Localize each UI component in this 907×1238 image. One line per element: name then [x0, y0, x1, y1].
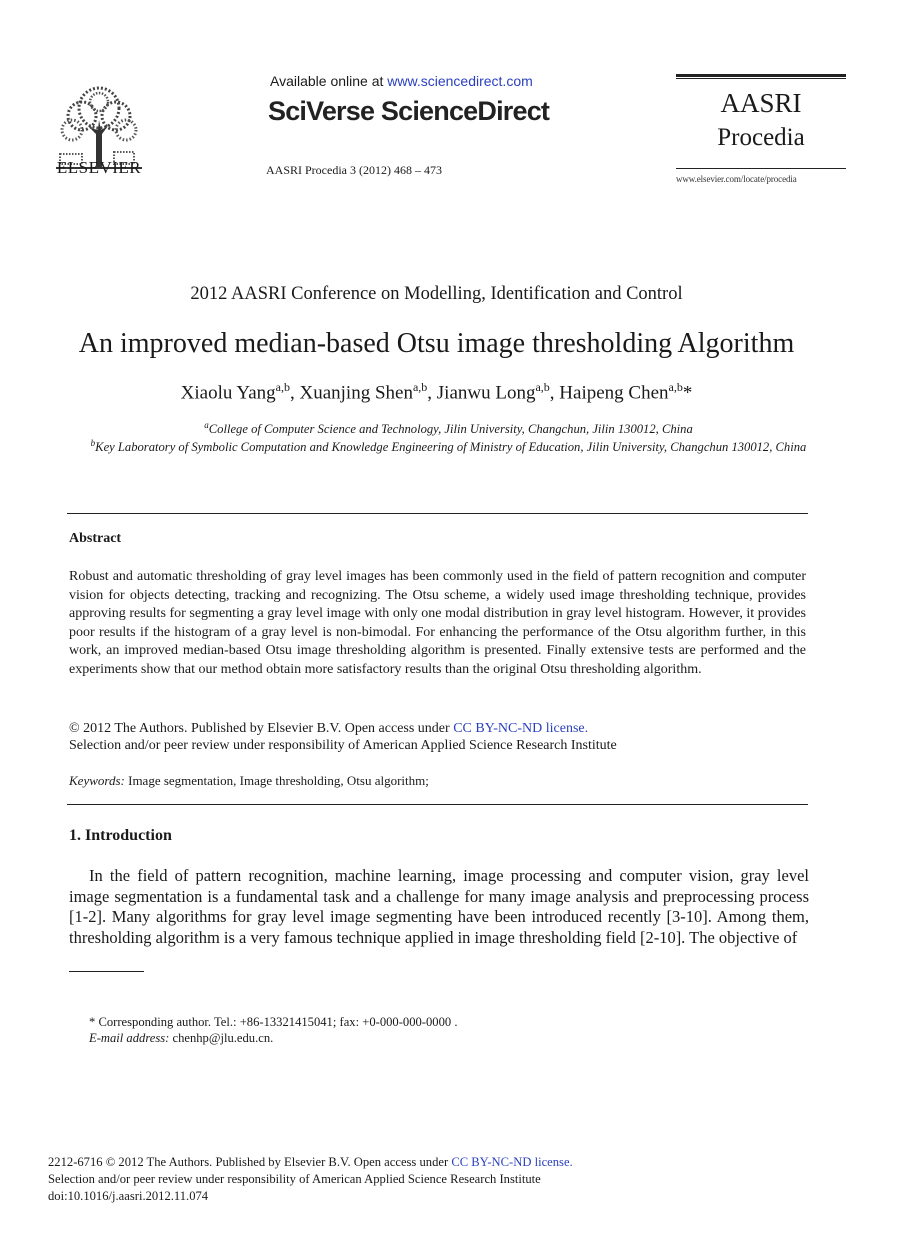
sciencedirect-link[interactable]: www.sciencedirect.com [387, 73, 533, 89]
available-prefix: Available online at [270, 73, 388, 89]
copyright-line [69, 720, 588, 737]
journal-box-rule-bottom [676, 168, 846, 169]
author-affiliation-mark: a,b [535, 380, 550, 394]
journal-subtitle: Procedia [717, 124, 805, 151]
affiliation-text: College of Computer Science and Technology, Jilin University, Changchun, Jilin 130012, China [208, 422, 693, 437]
corresponding-author-note: * Corresponding author. Tel.: +86-13321415041; fax: +0-000-000-0000 . [89, 1015, 458, 1029]
journal-box-rule-top-thin [676, 78, 846, 79]
author-affiliation-mark: a,b [275, 380, 290, 394]
affiliation-text: Key Laboratory of Symbolic Computation and Knowledge Engineering of Ministry of Education, Jilin University, Changchun 130012, China [95, 440, 807, 455]
footnote-rule [69, 971, 144, 972]
email-note [89, 1031, 273, 1046]
abstract-rule-top [67, 513, 808, 514]
author-separator: , [427, 382, 437, 404]
footer-copyright-text: 2212-6716 © 2012 The Authors. Published by Elsevier B.V. Open access under [48, 1155, 452, 1169]
abstract-body: Robust and automatic thresholding of gray level images has been commonly used in the field of pattern recognition and computer vision for objects detecting, tracking and recognizing. The Otsu scheme, a widely used image thresholding technique, provides approving results for segmenting a gray level image with only one modal distribution in gray level histogram. However, it provides poor results if the histogram of a gray level is non-bimodal. For enhancing the performance of the Otsu algorithm further, in this work, an improved median-based Otsu image thresholding algorithm is presented. Finally extensive tests are performed and the experiments show that our method obtain more satisfactory results than the original Otsu thresholding algorithm. [69, 569, 806, 677]
abstract-rule-bottom [67, 804, 808, 805]
author-list [0, 380, 873, 404]
introduction-body [69, 866, 809, 949]
paper-title: An improved median-based Otsu image thresholding Algorithm [78, 328, 795, 359]
affiliation-a [0, 420, 897, 437]
introduction-text: In the field of pattern recognition, machine learning, image processing and computer vision, gray level image segmentation is a fundamental task and a challenge for many image analysis and preprocessing process [1-2]. Many algorithms for gray level image segmenting have been introduced recently [3-10]. Among them, thresholding algorithm is a very famous technique applied in image thresholding field [2-10]. The objective of [69, 866, 809, 948]
email-address[interactable]: chenhp@jlu.edu.cn. [169, 1031, 274, 1045]
corresponding-mark: * [682, 382, 693, 404]
journal-url[interactable]: www.elsevier.com/locate/procedia [676, 174, 797, 184]
author-separator: , [289, 382, 300, 404]
author-affiliation-mark: a,b [412, 380, 428, 394]
peer-review-line: Selection and/or peer review under responsibility of American Applied Science Research Institute [69, 738, 617, 753]
journal-citation: AASRI Procedia 3 (2012) 468 – 473 [266, 163, 442, 177]
keywords-line [69, 773, 429, 789]
footer-copyright [48, 1155, 573, 1170]
author-name: Jianwu Long [436, 382, 536, 404]
platform-wordmark: SciVerse ScienceDirect [268, 96, 550, 126]
affiliation-b [0, 438, 897, 455]
author-affiliation-mark: a,b [668, 380, 683, 394]
license-link[interactable]: CC BY-NC-ND license. [453, 721, 589, 736]
author-name: Haipeng Chen [559, 382, 669, 404]
affiliation-mark: a [204, 420, 209, 430]
author-separator: , [549, 382, 560, 404]
journal-title: AASRI [720, 88, 802, 118]
footer-license-link[interactable]: CC BY-NC-ND license. [451, 1155, 573, 1169]
abstract-heading: Abstract [69, 531, 122, 546]
author-name: Xiaolu Yang [180, 382, 276, 404]
publisher-name: ELSEVIER [56, 158, 142, 177]
section-heading: 1. Introduction [69, 827, 172, 844]
footer-peer-review: Selection and/or peer review under responsibility of American Applied Science Research Institute [48, 1172, 541, 1186]
email-label: E-mail address: [89, 1031, 170, 1045]
author-name: Xuanjing Shen [299, 382, 413, 404]
available-online-line [270, 73, 533, 89]
footer-doi[interactable]: doi:10.1016/j.aasri.2012.11.074 [48, 1189, 209, 1203]
affiliation-mark: b [90, 438, 96, 448]
conference-name: 2012 AASRI Conference on Modelling, Identification and Control [190, 284, 683, 304]
journal-box-rule-top [676, 74, 846, 77]
copyright-text: © 2012 The Authors. Published by Elsevier B.V. Open access under [69, 721, 454, 736]
keywords-label: Keywords: [69, 773, 125, 788]
keywords-text: Image segmentation, Image thresholding, Otsu algorithm; [124, 773, 429, 788]
